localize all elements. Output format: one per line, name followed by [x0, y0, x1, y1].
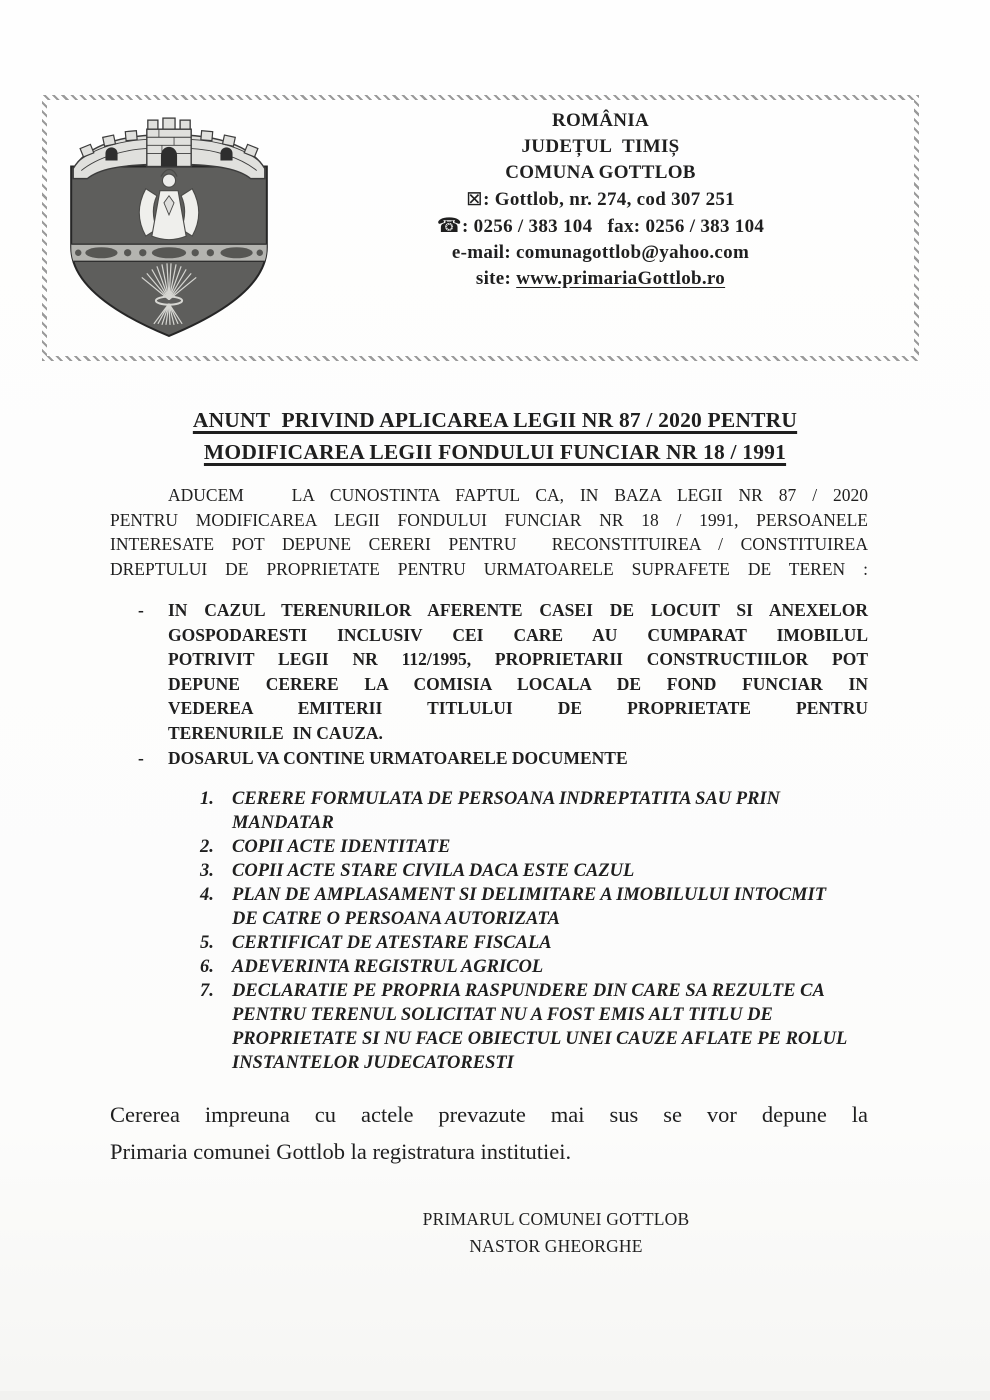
site-url: www.primariaGottlob.ro — [516, 268, 726, 289]
letterhead — [42, 95, 919, 361]
list-item — [200, 979, 860, 1075]
item-number: 1. — [200, 789, 214, 809]
commune-line: COMUNA GOTTLOB — [505, 162, 696, 183]
list-item — [200, 787, 860, 835]
item-text: COPII ACTE STARE CIVILA DACA ESTE CAZUL — [232, 861, 635, 881]
bullet-line: GOSPODARESTI INCLUSIV CEI CARE AU CUMPARAT IMOBILUL — [168, 624, 868, 645]
list-item — [200, 859, 860, 883]
coat-of-arms — [47, 100, 285, 356]
item-text: CERTIFICAT DE ATESTARE FISCALA — [232, 933, 552, 953]
bullet-dash: - — [138, 600, 144, 620]
email-value: comunagottlob@yahoo.com — [516, 242, 750, 263]
list-item — [200, 835, 860, 859]
bullet-text — [168, 598, 868, 746]
address-line — [295, 186, 906, 213]
list-item — [200, 883, 860, 931]
phone-text: : 0256 / 383 104 fax: 0256 / 383 104 — [462, 216, 765, 237]
site-line — [295, 266, 906, 292]
signature-block — [0, 1206, 990, 1260]
title-line-1: ANUNT PRIVIND APLICAREA LEGII NR 87 / 2020 PENTRU — [192, 408, 798, 432]
bullet-line: TERENURILE IN CAUZA. — [168, 722, 383, 743]
bullet-item — [138, 598, 868, 746]
item-text: PLAN DE AMPLASAMENT SI DELIMITARE A IMOBILULUI INTOCMIT DE CATRE O PERSOANA AUTORIZATA — [232, 885, 827, 929]
bullet-dash: - — [138, 747, 144, 768]
bullet-line: IN CAZUL TERENURILOR AFERENTE CASEI DE LOCUIT SI ANEXELOR — [168, 600, 868, 620]
intro-paragraph — [110, 483, 868, 581]
signer-name: NASTOR GHEORGHE — [469, 1236, 643, 1256]
bullet-list — [138, 598, 868, 770]
item-number: 6. — [200, 957, 214, 977]
country-line: ROMÂNIA — [551, 110, 650, 131]
bullet-item — [138, 746, 868, 771]
item-text: COPII ACTE IDENTITATE — [232, 837, 451, 857]
scan-edge-shadow — [0, 1391, 990, 1400]
bullet-line: DEPUNE CERERE LA COMISIA LOCALA DE FOND FUNCIAR IN — [168, 673, 868, 694]
email-label: e-mail: — [451, 242, 517, 263]
bullet-line: POTRIVIT LEGII NR 112/1995, PROPRIETARII CONSTRUCTIILOR POT — [168, 649, 868, 670]
ornamental-band — [69, 244, 269, 261]
list-item — [200, 955, 860, 979]
documents-list — [200, 787, 860, 1075]
phone-line — [295, 213, 906, 240]
title-line-2: MODIFICAREA LEGII FONDULUI FUNCIAR NR 18 / 1991 — [203, 440, 787, 464]
intro-line: PENTRU MODIFICAREA LEGII FONDULUI FUNCIAR NR 18 / 1991, PERSOANELE — [110, 509, 868, 530]
county-line: JUDEȚUL TIMIȘ — [521, 136, 680, 157]
bullet-line: VEDEREA EMITERII TITLULUI DE PROPRIETATE PENTRU — [168, 698, 868, 719]
intro-line: INTERESATE POT DEPUNE CERERI PENTRU RECONSTITUIREA / CONSTITUIREA — [110, 534, 868, 554]
list-item — [200, 931, 860, 955]
item-number: 5. — [200, 933, 214, 953]
document-title — [0, 404, 990, 468]
closing-paragraph — [110, 1096, 868, 1170]
letterhead-text — [285, 100, 914, 356]
email-line — [295, 240, 906, 266]
address-text: : Gottlob, nr. 274, cod 307 251 — [483, 189, 735, 210]
telephone-icon: ☎ — [436, 215, 462, 237]
item-text: ADEVERINTA REGISTRUL AGRICOL — [232, 957, 544, 977]
closing-line: Cererea impreuna cu actele prevazute mai sus se vor depune la — [110, 1102, 868, 1127]
envelope-icon: ⊠ — [466, 188, 484, 210]
signer-title: PRIMARUL COMUNEI GOTTLOB — [422, 1209, 690, 1229]
closing-line: Primaria comunei Gottlob la registratura institutiei. — [110, 1139, 572, 1164]
intro-line: DREPTULUI DE PROPRIETATE PENTRU URMATOARELE SUPRAFETE DE TEREN : — [110, 558, 868, 579]
item-text: DECLARATIE PE PROPRIA RASPUNDERE DIN CARE SA REZULTE CA PENTRU TERENUL SOLICITAT NU A FOST EMIS ALT TITLU DE PROPRIETATE SI NU FACE OBIECTUL UNEI CAUZE AFLATE PE ROLUL INSTANTELOR JUDECATORESTI — [232, 981, 847, 1073]
site-label: site: — [475, 268, 517, 289]
bullet-text: DOSARUL VA CONTINE URMATOARELE DOCUMENTE — [168, 747, 628, 768]
gottlob-coat-of-arms-icon — [63, 106, 275, 343]
intro-line: ADUCEM LA CUNOSTINTA FAPTUL CA, IN BAZA LEGII NR 87 / 2020 — [168, 485, 868, 505]
item-number: 2. — [200, 837, 214, 857]
item-number: 7. — [200, 981, 214, 1001]
item-number: 4. — [200, 885, 214, 905]
item-number: 3. — [200, 861, 214, 881]
item-text: CERERE FORMULATA DE PERSOANA INDREPTATITA SAU PRIN MANDATAR — [232, 789, 780, 833]
